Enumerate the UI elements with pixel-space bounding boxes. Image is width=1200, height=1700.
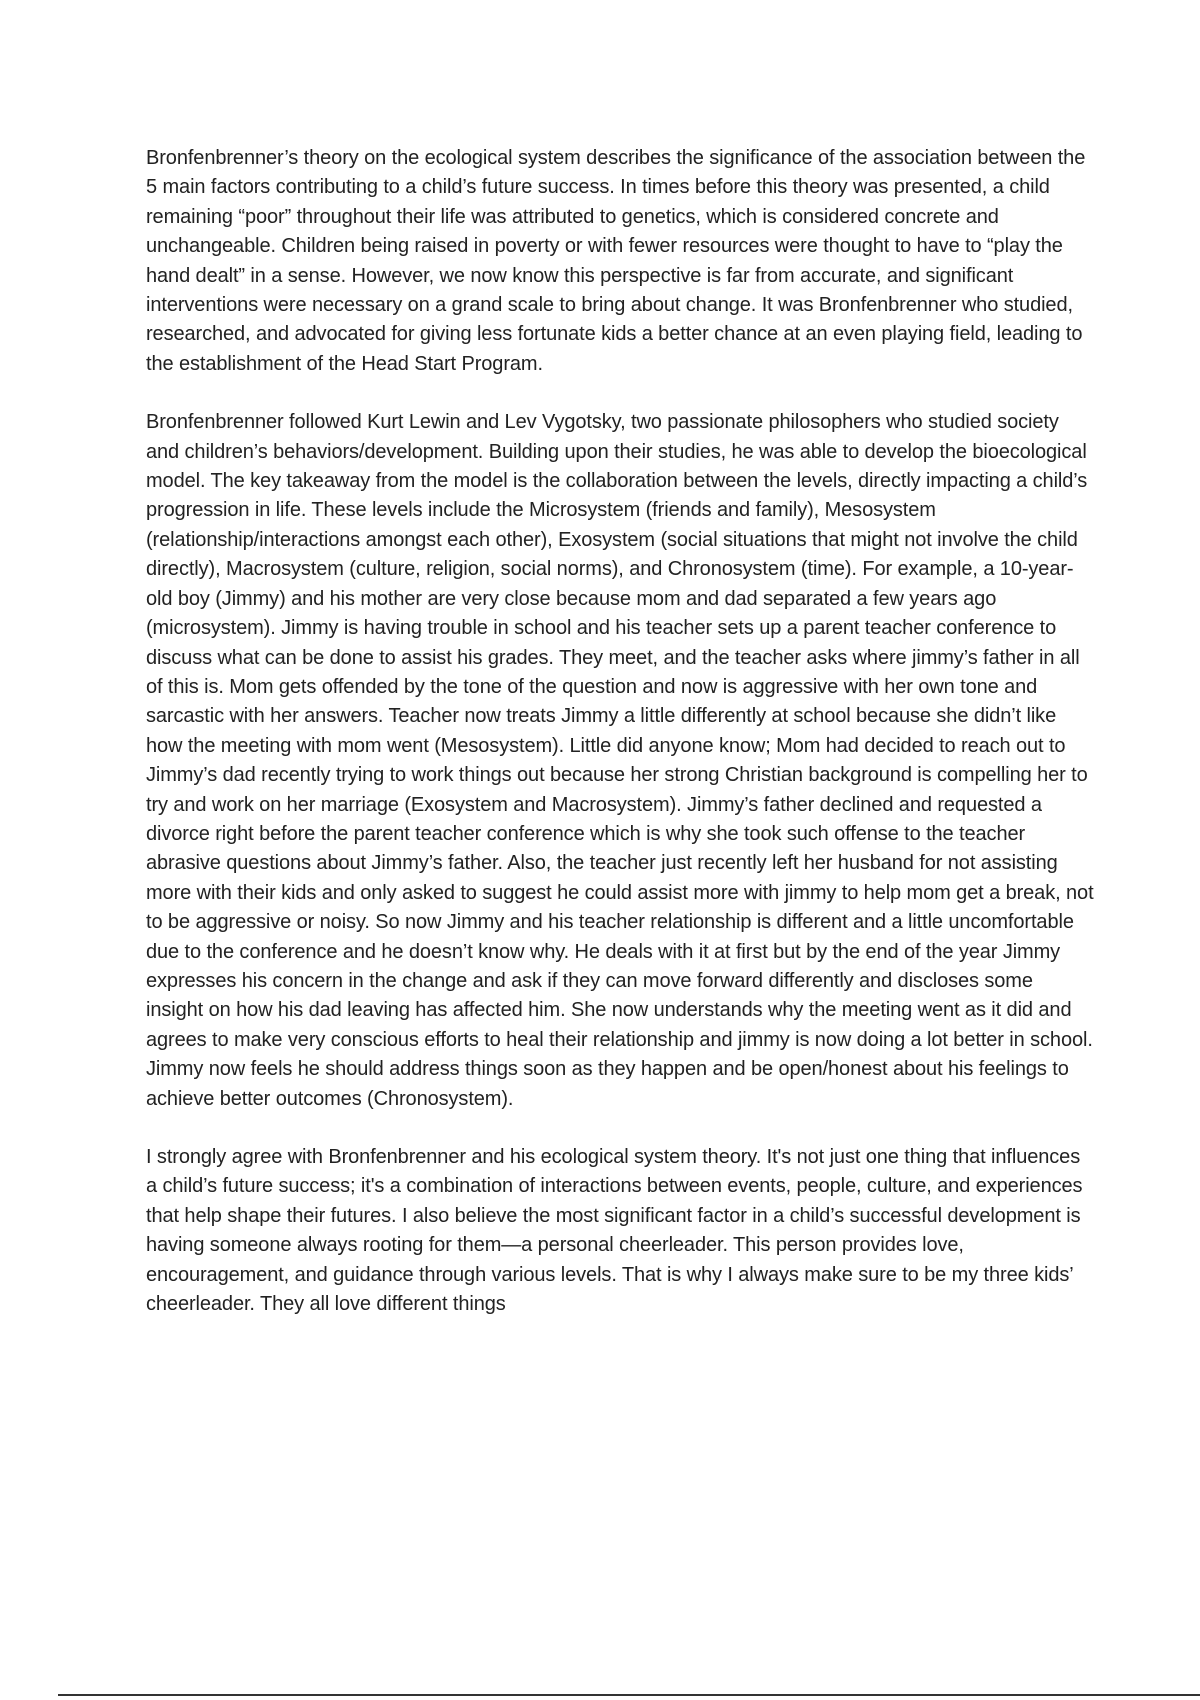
paragraph-bioecological-model-example: Bronfenbrenner followed Kurt Lewin and Lev Vygotsky, two passionate philosophers who studied society and children’s behaviors/development. Building upon their studies, he was able to develop the bioecological model. The key takeaway from the model is the collaboration between the levels, directly impacting a child’s progression in life. These levels include the Microsystem (friends and family), Mesosystem (relationship/interactions amongst each other), Exosystem (social situations that might not involve the child directly), Macrosystem (culture, religion, social norms), and Chronosystem (time). For example, a 10-year-old boy (Jimmy) and his mother are very close because mom and dad separated a few years ago (microsystem). Jimmy is having trouble in school and his teacher sets up a parent teacher conference to discuss what can be done to assist his grades. They meet, and the teacher asks where jimmy’s father in all of this is. Mom gets offended by the tone of the question and now is aggressive with her own tone and sarcastic with her answers. Teacher now treats Jimmy a little differently at school because she didn’t like how the meeting with mom went (Mesosystem). Little did anyone know; Mom had decided to reach out to Jimmy’s dad recently trying to work things out because her strong Christian background is compelling her to try and work on her marriage (Exosystem and Macrosystem). Jimmy’s father declined and requested a divorce right before the parent teacher conference which is why she took such offense to the teacher abrasive questions about Jimmy’s father. Also, the teacher just recently left her husband for not assisting more with their kids and only asked to suggest he could assist more with jimmy to help mom get a break, not to be aggressive or noisy. So now Jimmy and his teacher relationship is different and a little uncomfortable due to the conference and he doesn’t know why. He deals with it at first but by the end of the year Jimmy expresses his concern in the change and ask if they can move forward differently and discloses some insight on how his dad leaving has affected him. She now understands why the meeting went as it did and agrees to make very conscious efforts to heal their relationship and jimmy is now doing a lot better in school. Jimmy now feels he should address things soon as they happen and be open/honest about his feelings to achieve better outcomes (Chronosystem). [146,411,1094,1110]
paragraph-personal-opinion: I strongly agree with Bronfenbrenner and his ecological system theory. It's not just one thing that influences a child’s future success; it's a combination of interactions between events, people, culture, and experiences that help shape their futures. I also believe the most significant factor in a child’s successful development is having someone always rooting for them—a personal cheerleader. This person provides love, encouragement, and guidance through various levels. That is why I always make sure to be my three kids’ cheerleader. They all love different things [146,1146,1083,1316]
page-bottom-divider [58,1694,1200,1696]
paragraph-ecological-theory-intro: Bronfenbrenner’s theory on the ecological system describes the significance of the association between the 5 main factors contributing to a child’s future success. In times before this theory was presented, a child remaining “poor” throughout their life was attributed to genetics, which is considered concrete and unchangeable. Children being raised in poverty or with fewer resources were thought to have to “play the hand dealt” in a sense. However, we now know this perspective is far from accurate, and significant interventions were necessary on a grand scale to bring about change. It was Bronfenbrenner who studied, researched, and advocated for giving less fortunate kids a better chance at an even playing field, leading to the establishment of the Head Start Program. [146,147,1086,375]
document-body [146,144,1094,1319]
